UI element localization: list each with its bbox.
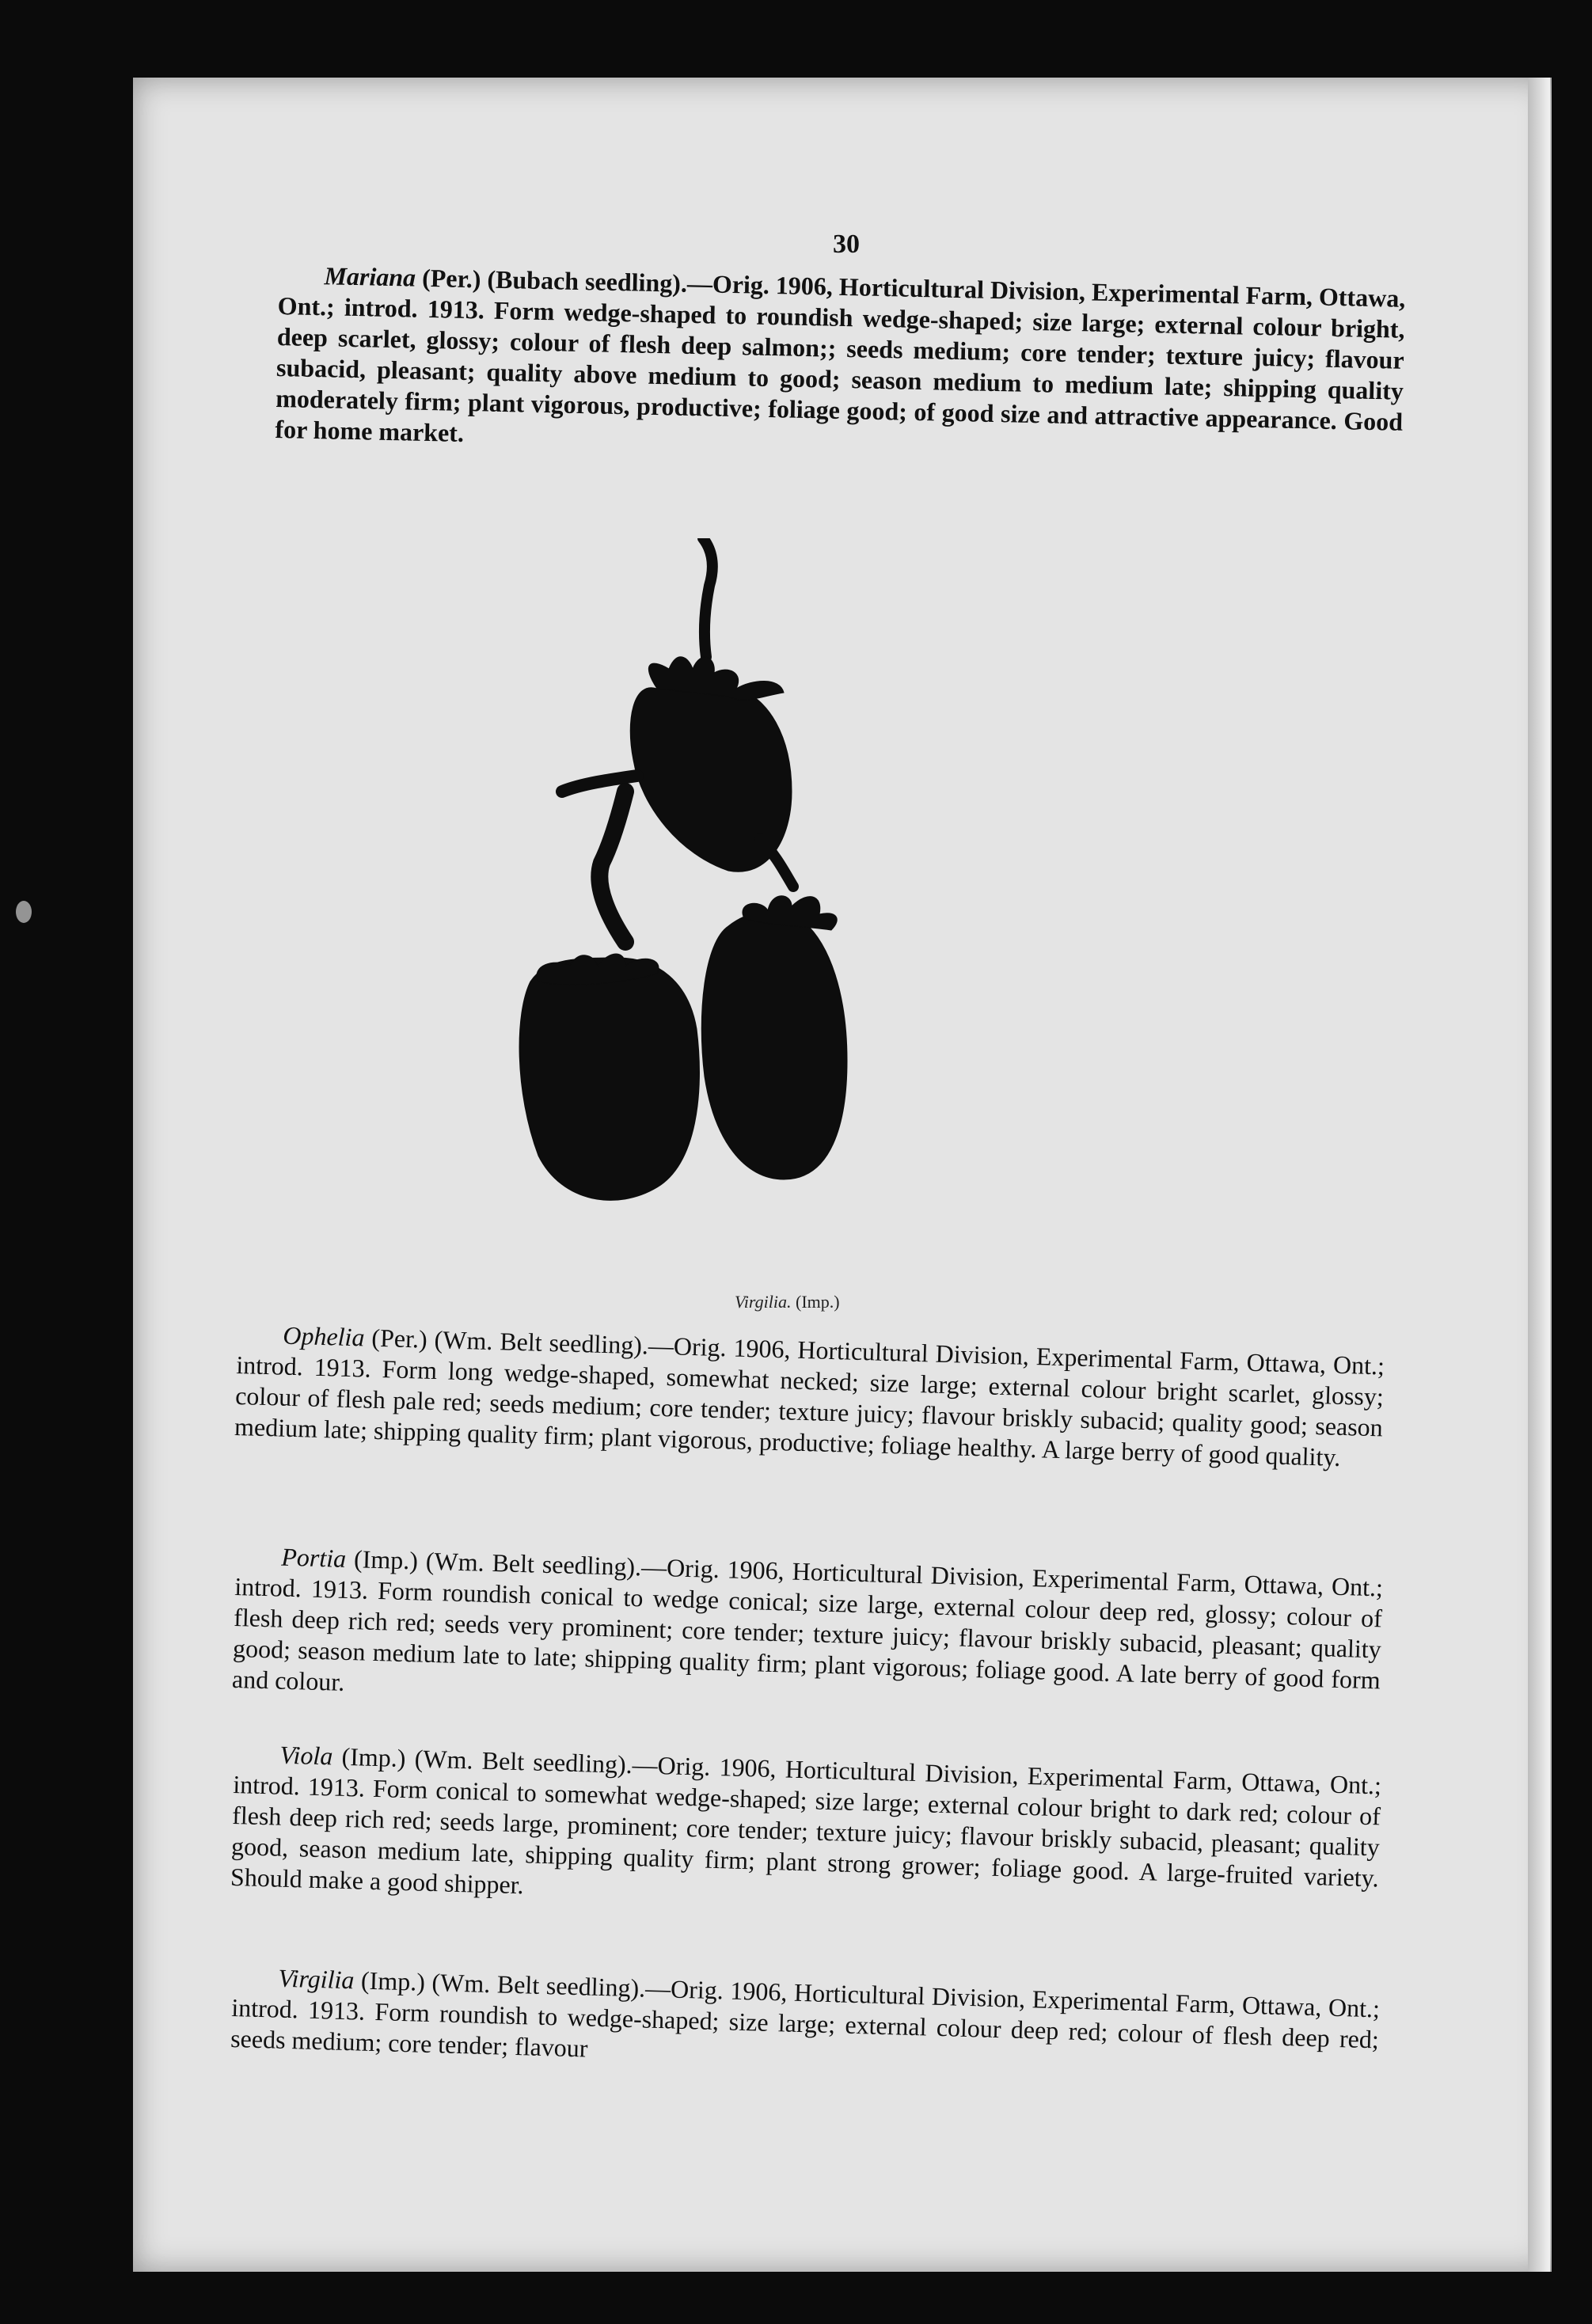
caption-suffix: (Imp.) — [791, 1292, 840, 1312]
variety-description: (Per.) (Bubach seedling).—Orig. 1906, Horticultural Division, Experimental Farm, Ottawa, Ont.; introd. 1913. Form wedge-shaped to roundish wedge-shaped; size large; external colour bright, deep scarlet, glossy; colour of flesh deep salmon;; seeds medium; core tender; texture juicy; flavour subacid, pleasant; quality above medium to good; season medium to medium late; shipping quality moderately firm; plant vigorous, productive; foliage good; of good size and attractive appearance. Good for home market. — [275, 263, 1406, 447]
entry-mariana — [275, 260, 1406, 469]
variety-name: Viola — [279, 1740, 333, 1771]
variety-description: (Imp.) (Wm. Belt seedling).—Orig. 1906, Horticultural Division, Experimental Farm, Ottawa, Ont.; introd. 1913. Form roundish to wedge-shaped; size large; external colour deep red; colour of flesh deep red; seeds medium; core tender; flavour — [230, 1965, 1381, 2063]
stem-top — [703, 538, 712, 657]
page-edge — [1528, 78, 1550, 2272]
caption-name: Virgilia. — [735, 1292, 792, 1312]
variety-name: Virgilia — [277, 1963, 355, 1995]
variety-name: Ophelia — [282, 1320, 366, 1352]
variety-name: Mariana — [324, 261, 416, 292]
berry-bottom-left — [519, 958, 699, 1200]
branch-left-down — [599, 792, 625, 942]
berry-bottom-right — [701, 911, 847, 1179]
variety-name: Portia — [280, 1542, 347, 1573]
variety-description: (Imp.) (Wm. Belt seedling).—Orig. 1906, Horticultural Division, Experimental Farm, Ottawa, Ont.; introd. 1913. Form roundish conical to wedge conical; size large, external colour deep red, glossy; colour of flesh deep rich red; seeds very prominent; core tender; texture juicy; flavour briskly subacid, pleasant; quality good; season medium late to late; shipping quality firm; plant vigorous; foliage good. A late berry of good form and colour. — [231, 1544, 1384, 1696]
scan-smudge — [16, 901, 32, 923]
entry-portia — [232, 1540, 1384, 1726]
variety-description: (Imp.) (Wm. Belt seedling).—Orig. 1906, Horticultural Division, Experimental Farm, Ottawa, Ont.; introd. 1913. Form conical to somewhat wedge-shaped; size large; external colour bright to dark red; colour of flesh deep rich red; seeds large, prominent; core tender; texture juicy; flavour briskly subacid, pleasant; quality good, season medium late, shipping quality firm; plant strong grower; foliage good. A large-fruited variety. Should make a good shipper. — [230, 1741, 1382, 1900]
figure-caption — [735, 1292, 840, 1312]
page-number: 30 — [833, 230, 860, 259]
variety-description: (Per.) (Wm. Belt seedling).—Orig. 1906, Horticultural Division, Experimental Farm, Ottawa, Ont.; introd. 1913. Form long wedge-shaped, somewhat necked; size large; external colour bright scarlet, glossy; colour of flesh pale red; seeds medium; core tender; texture juicy; flavour briskly subacid; quality good; season medium late; shipping quality firm; plant vigorous, productive; foliage healthy. A large berry of good quality. — [234, 1323, 1385, 1471]
strawberry-figure — [507, 538, 887, 1266]
entry-viola — [230, 1738, 1382, 1924]
